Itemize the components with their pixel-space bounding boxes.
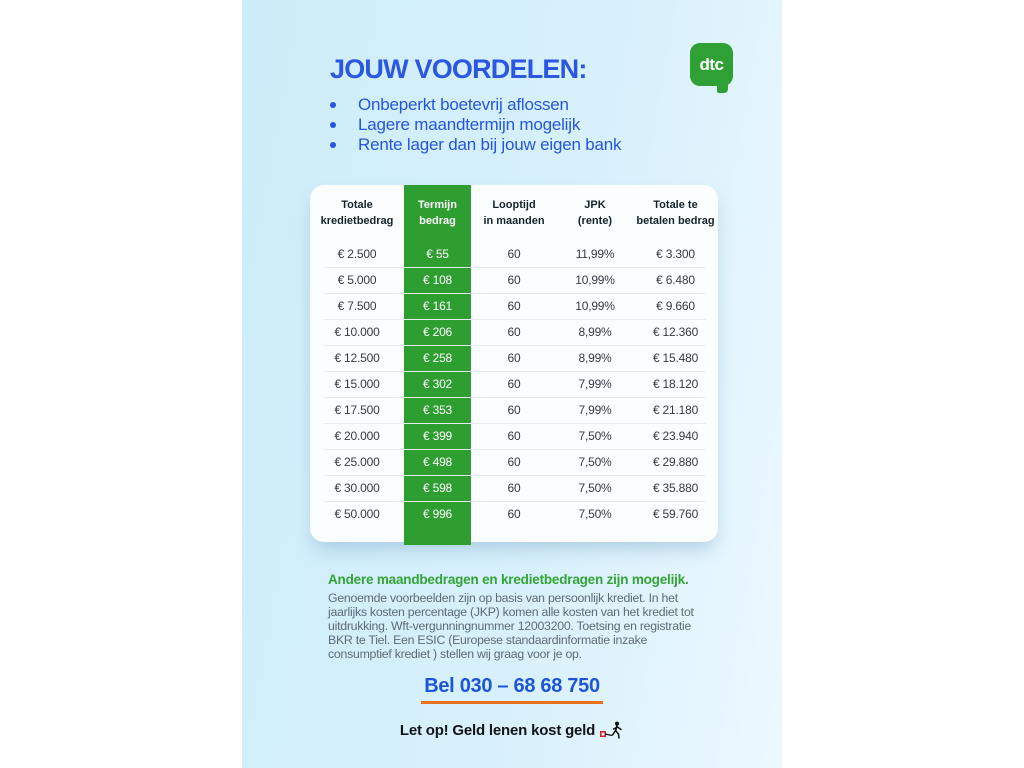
- table-cell: € 399: [422, 429, 453, 443]
- table-cell: € 2.500: [337, 247, 377, 261]
- table-row: [310, 319, 718, 345]
- table-cell: € 161: [422, 299, 453, 313]
- benefits-list: [330, 95, 621, 155]
- geld-lenen-kost-geld-icon: [600, 721, 624, 739]
- table-cell: € 9.660: [656, 299, 695, 313]
- table-cell: 8,99%: [578, 325, 612, 339]
- table-cell: € 12.360: [652, 325, 699, 339]
- dtc-logo-text: dtc: [699, 54, 724, 74]
- credit-warning-text: Let op! Geld lenen kost geld: [399, 721, 596, 739]
- table-cell: 10,99%: [575, 299, 615, 313]
- table-cell: € 15.480: [652, 351, 699, 365]
- table-cell: € 6.480: [656, 273, 695, 287]
- table-cell: € 30.000: [334, 481, 380, 495]
- column-header: Looptijd in maanden: [483, 199, 545, 227]
- table-cell: 60: [507, 325, 521, 339]
- page-title: JOUW VOORDELEN:: [330, 54, 587, 84]
- table-row: [310, 241, 718, 267]
- table-cell: 60: [507, 247, 521, 261]
- disclaimer-text: Genoemde voorbeelden zijn op basis van persoonlijk krediet. In het jaarlijks kosten percentage (JKP) komen alle kosten van het krediet tot uitdrukking. Wft-vergunningnummer 12003200. Toetsing en registratie BKR te Tiel. Een ESIC (Europese standaardinformatie inzake consumptief krediet ) stellen wij graag voor je op.: [328, 591, 694, 661]
- benefit-label: Onbeperkt boetevrij aflossen: [358, 95, 569, 114]
- table-cell: € 23.940: [652, 429, 699, 443]
- table-cell: 60: [507, 299, 521, 313]
- table-cell: 7,50%: [578, 481, 612, 495]
- table-cell: € 59.760: [652, 507, 699, 521]
- table-cell: € 35.880: [652, 481, 699, 495]
- table-row: [310, 475, 718, 501]
- table-cell: € 206: [422, 325, 453, 339]
- benefit-label: Lagere maandtermijn mogelijk: [358, 115, 581, 134]
- table-row: [310, 501, 718, 527]
- table-cell: € 258: [422, 351, 453, 365]
- benefit-item: [330, 115, 621, 135]
- rate-table: [310, 185, 718, 542]
- benefit-item: [330, 135, 621, 155]
- table-row: [310, 371, 718, 397]
- rate-table-body: [310, 241, 718, 527]
- table-cell: 60: [507, 481, 521, 495]
- benefit-item: [330, 95, 621, 115]
- table-cell: € 50.000: [334, 507, 380, 521]
- table-cell: € 5.000: [337, 273, 377, 287]
- table-cell: 60: [507, 273, 521, 287]
- table-row: [310, 293, 718, 319]
- table-cell: € 598: [422, 481, 453, 495]
- column-header: Totale kredietbedrag: [320, 199, 394, 227]
- credit-warning: [242, 721, 782, 739]
- table-cell: € 18.120: [652, 377, 699, 391]
- table-cell: 60: [507, 507, 521, 521]
- dtc-logo: [690, 43, 733, 86]
- table-cell: € 108: [422, 273, 453, 287]
- table-cell: 60: [507, 455, 521, 469]
- column-header: JPK (rente): [577, 199, 613, 227]
- bullet-dot-icon: [330, 142, 336, 148]
- table-cell: € 10.000: [334, 325, 380, 339]
- benefit-label: Rente lager dan bij jouw eigen bank: [358, 135, 622, 154]
- table-cell: € 498: [422, 455, 453, 469]
- column-header: Termijn bedrag: [418, 199, 457, 227]
- table-cell: € 21.180: [652, 403, 699, 417]
- table-cell: 7,99%: [578, 377, 612, 391]
- bullet-dot-icon: [330, 102, 336, 108]
- column-header: Totale te betalen bedrag: [636, 199, 715, 227]
- table-cell: € 17.500: [334, 403, 380, 417]
- flyer-panel: [242, 0, 782, 768]
- table-cell: 7,50%: [578, 507, 612, 521]
- table-cell: 7,50%: [578, 429, 612, 443]
- table-cell: 60: [507, 351, 521, 365]
- table-cell: 8,99%: [578, 351, 612, 365]
- table-cell: 7,99%: [578, 403, 612, 417]
- table-row: [310, 345, 718, 371]
- table-cell: € 353: [422, 403, 453, 417]
- table-cell: 10,99%: [575, 273, 615, 287]
- table-cell: € 3.300: [656, 247, 695, 261]
- table-cell: € 20.000: [334, 429, 380, 443]
- phone-row: [242, 675, 782, 704]
- table-cell: € 25.000: [334, 455, 380, 469]
- table-cell: 7,50%: [578, 455, 612, 469]
- table-row: [310, 449, 718, 475]
- highlight-note: Andere maandbedragen en kredietbedragen zijn mogelijk.: [328, 572, 689, 587]
- table-cell: € 7.500: [337, 299, 377, 313]
- table-cell: € 12.500: [334, 351, 380, 365]
- table-cell: 60: [507, 429, 521, 443]
- table-cell: 60: [507, 377, 521, 391]
- table-cell: 60: [507, 403, 521, 417]
- table-cell: € 302: [422, 377, 453, 391]
- phone-link[interactable]: Bel 030 – 68 68 750: [421, 675, 603, 704]
- table-cell: € 15.000: [334, 377, 380, 391]
- bullet-dot-icon: [330, 122, 336, 128]
- table-cell: € 996: [422, 507, 453, 521]
- rate-table-header: [310, 185, 718, 241]
- table-row: [310, 397, 718, 423]
- table-row: [310, 267, 718, 293]
- table-cell: € 29.880: [652, 455, 699, 469]
- table-row: [310, 423, 718, 449]
- table-cell: 11,99%: [575, 247, 615, 261]
- table-cell: € 55: [426, 247, 449, 261]
